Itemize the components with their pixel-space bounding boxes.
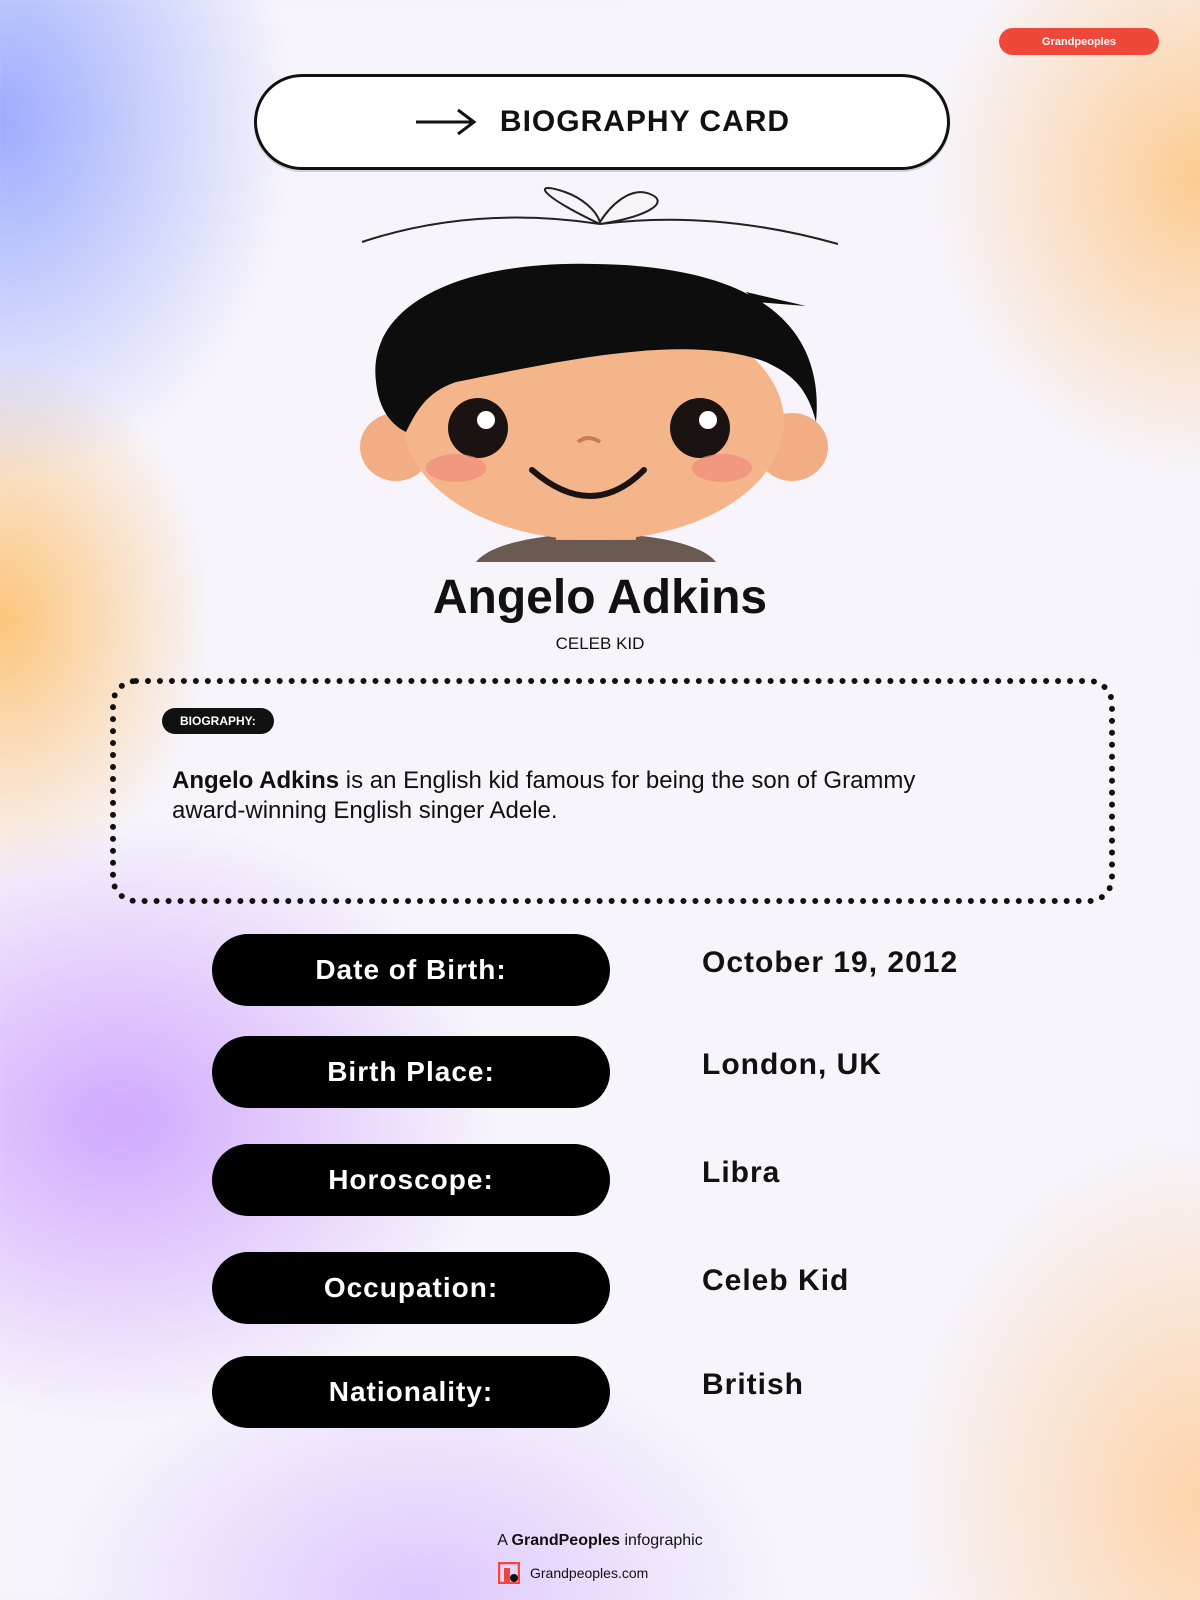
- footer-link[interactable]: [498, 1562, 648, 1584]
- footer-prefix: A: [497, 1532, 512, 1549]
- footer-credit: [0, 1532, 1200, 1550]
- footer-brand: GrandPeoples: [511, 1532, 620, 1549]
- fact-row-occupation: [212, 1252, 1200, 1324]
- fact-label: Occupation:: [212, 1252, 610, 1324]
- fact-label: Nationality:: [212, 1356, 610, 1428]
- biography-name: Angelo Adkins: [172, 767, 340, 794]
- fact-value: London, UK: [702, 1048, 882, 1081]
- biography-body: is an English kid famous for being the son of Grammy award-winning English singer Adele.: [172, 767, 916, 824]
- page-title: BIOGRAPHY CARD: [499, 105, 791, 138]
- heart-doodle-icon: [360, 186, 840, 256]
- biography-text: [172, 766, 992, 826]
- grandpeoples-logo-icon: [498, 1562, 520, 1584]
- fact-value: October 19, 2012: [702, 946, 959, 979]
- title-pill: [254, 74, 950, 170]
- footer-suffix: infographic: [620, 1532, 703, 1549]
- fact-row-nationality: [212, 1356, 1200, 1428]
- arrow-right-icon: [414, 107, 478, 137]
- biography-box: [110, 678, 1115, 904]
- fact-label: Birth Place:: [212, 1036, 610, 1108]
- biography-badge: BIOGRAPHY:: [162, 708, 274, 734]
- fact-row-birth-place: [212, 1036, 1200, 1108]
- fact-label: Horoscope:: [212, 1144, 610, 1216]
- profile-subtitle: CELEB KID: [555, 634, 645, 653]
- profile-name: Angelo Adkins: [432, 571, 768, 624]
- brand-badge[interactable]: Grandpeoples: [999, 28, 1159, 55]
- fact-value: British: [702, 1368, 805, 1401]
- cartoon-boy-avatar: [356, 262, 836, 562]
- fact-label: Date of Birth:: [212, 934, 610, 1006]
- footer-url-text[interactable]: Grandpeoples.com: [530, 1565, 649, 1581]
- fact-value: Celeb Kid: [702, 1264, 850, 1297]
- fact-value: Libra: [702, 1156, 781, 1189]
- fact-row-horoscope: [212, 1144, 1200, 1216]
- fact-row-date-of-birth: [212, 934, 1200, 1006]
